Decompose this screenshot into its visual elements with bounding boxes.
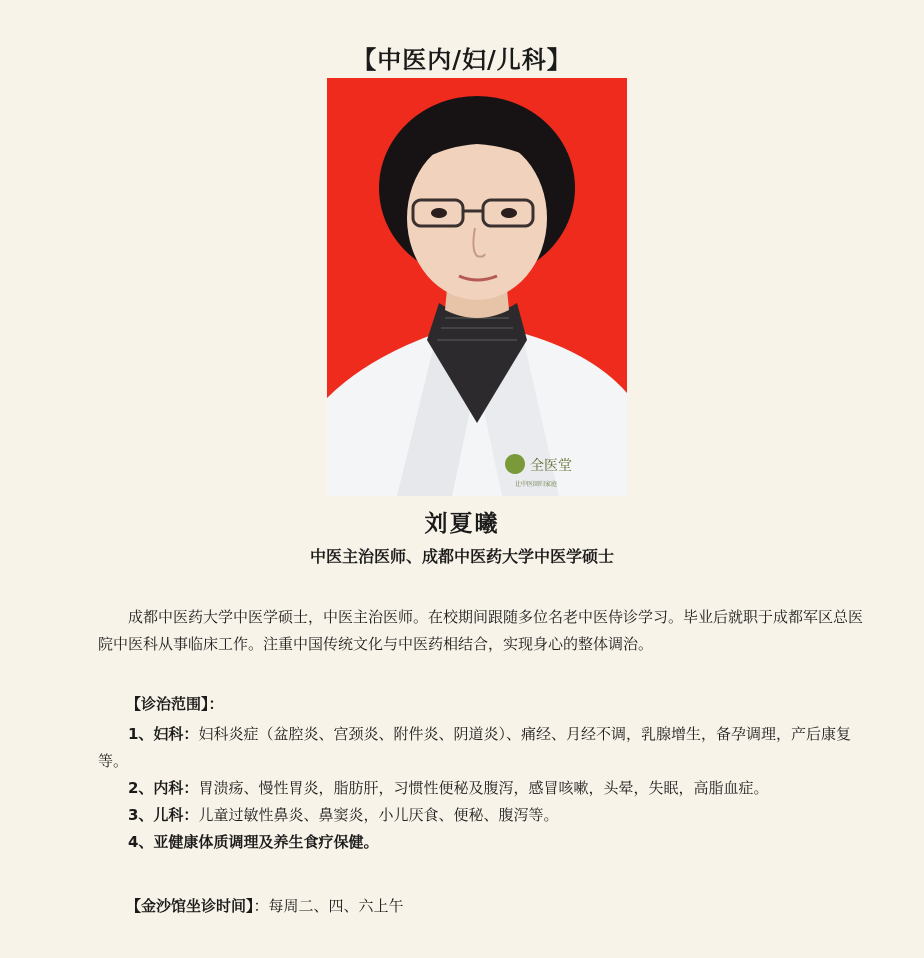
- scope-item-label: 1、妇科：: [128, 725, 199, 743]
- scope-item: [98, 721, 864, 775]
- doctor-photo: [327, 78, 627, 496]
- scope-item-text: 儿童过敏性鼻炎、鼻窦炎，小儿厌食、便秘、腹泻等。: [198, 806, 559, 824]
- doctor-name: 刘夏曦: [424, 510, 500, 537]
- scope-item-label: 3、儿科：: [128, 806, 199, 824]
- scope-list: [98, 721, 864, 856]
- scope-item: [98, 829, 864, 856]
- scope-item-label: 4、亚健康体质调理及养生食疗保健。: [128, 833, 379, 851]
- scope-item: [98, 775, 864, 802]
- clinic-hours-text: ：每周二、四、六上午: [253, 897, 404, 915]
- scope-item-text: 妇科炎症（盆腔炎、宫颈炎、附件炎、阴道炎）、痛经、月经不调，乳腺增生，备孕调理，产后康复等。: [98, 725, 851, 770]
- scope-item-label: 2、内科：: [128, 779, 199, 797]
- doctor-bio: 成都中医药大学中医学硕士，中医主治医师。在校期间跟随多位名老中医侍诊学习。毕业后就职于成都军区总医院中医科从事临床工作。注重中国传统文化与中医药相结合，实现身心的整体调治。: [98, 608, 864, 653]
- doctor-credential: 中医主治医师、成都中医药大学中医学硕士: [309, 547, 614, 566]
- clinic-hours: [126, 895, 404, 916]
- clinic-hours-label: 【金沙馆坐诊时间】: [126, 897, 254, 915]
- department-title: 【中医内/妇/儿科】: [352, 45, 572, 74]
- scope-item-text: 胃溃疡、慢性胃炎，脂肪肝，习惯性便秘及腹泻，感冒咳嗽，头晕，失眠，高脂血症。: [198, 779, 769, 797]
- scope-item: [98, 802, 864, 829]
- scope-heading: 【诊治范围】：: [126, 695, 224, 713]
- photo-logo-text: 全医堂: [530, 458, 572, 474]
- photo-logo-subtext: 让中医回归家庭: [515, 481, 558, 488]
